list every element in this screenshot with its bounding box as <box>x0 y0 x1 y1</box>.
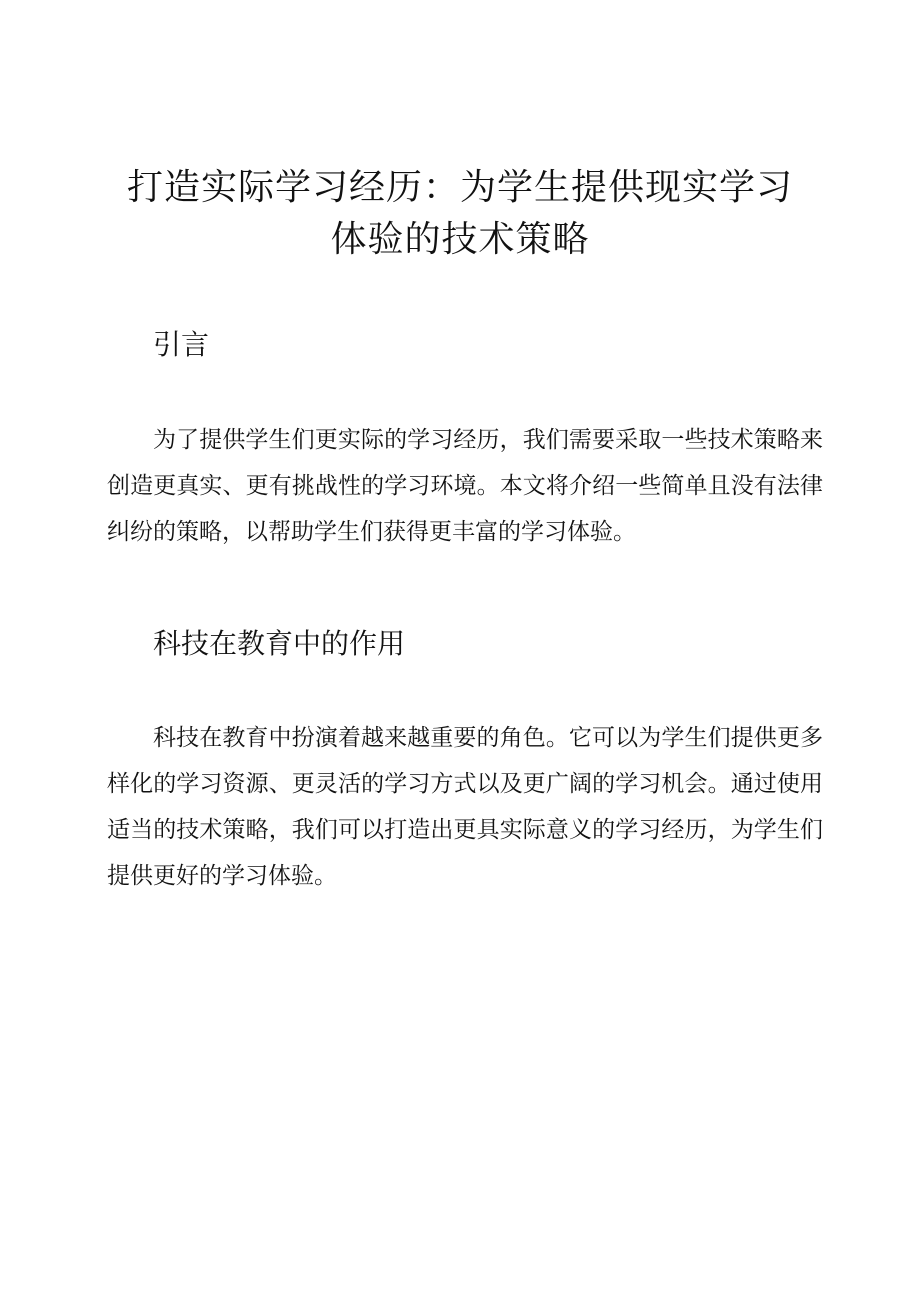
section-heading-technology: 科技在教育中的作用 <box>153 627 406 660</box>
document-title: 打造实际学习经历：为学生提供现实学习体验的技术策略 <box>126 167 793 260</box>
section-paragraph-intro: 为了提供学生们更实际的学习经历，我们需要采取一些技术策略来创造更真实、更有挑战性的学习环境。本文将介绍一些简单且没有法律纠纷的策略，以帮助学生们获得更丰富的学习体验。 <box>107 427 823 545</box>
section-heading-intro: 引言 <box>153 328 210 361</box>
section-paragraph-technology: 科技在教育中扮演着越来越重要的角色。它可以为学生们提供更多样化的学习资源、更灵活的学习方式以及更广阔的学习机会。通过使用适当的技术策略，我们可以打造出更具实际意义的学习经历，为学生们提供更好的学习体验。 <box>107 725 823 889</box>
